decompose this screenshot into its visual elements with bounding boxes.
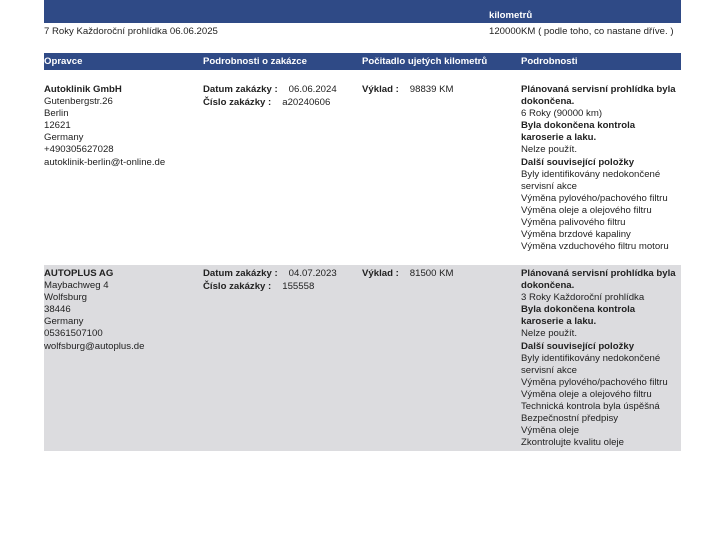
next-date-odometer-header-2: kilometrů xyxy=(489,10,533,21)
order-date-value: 04.07.2023 xyxy=(288,268,337,279)
detail-line: Byla dokončena kontrola xyxy=(521,120,636,132)
order-date-label: Datum zakázky : xyxy=(203,84,278,95)
order-details xyxy=(203,268,337,293)
garage-email: wolfsburg@autoplus.de xyxy=(44,340,145,352)
detail-line: servisní akce xyxy=(521,180,577,192)
garage-zip: 38446 xyxy=(44,304,71,316)
garage-city: Berlin xyxy=(44,108,69,120)
detail-line: 6 Roky (90000 km) xyxy=(521,108,603,120)
col-order-details-header: Podrobnosti o zakázce xyxy=(203,56,307,67)
detail-line: Byly identifikovány nedokončené xyxy=(521,352,661,364)
col-details-header: Podrobnosti xyxy=(521,56,578,67)
garage-country: Germany xyxy=(44,132,84,144)
detail-line: Výměna oleje a olejového filtru xyxy=(521,204,652,216)
detail-line: Byla dokončena kontrola xyxy=(521,304,636,316)
detail-line: Byly identifikovány nedokončené xyxy=(521,168,661,180)
detail-line: Bezpečnostní předpisy xyxy=(521,413,619,425)
service-info-value: 7 Roky Každoroční prohlídka 06.06.2025 xyxy=(44,26,218,37)
garage-city: Wolfsburg xyxy=(44,292,88,304)
detail-line: Výměna vzduchového filtru motoru xyxy=(521,241,669,253)
col-garage-header: Opravce xyxy=(44,56,83,67)
garage-info xyxy=(44,84,165,169)
table-header-bar xyxy=(44,53,681,70)
order-date-label: Datum zakázky : xyxy=(203,268,278,279)
order-date-value: 06.06.2024 xyxy=(288,84,337,95)
garage-email: autoklinik-berlin@t-online.de xyxy=(44,156,166,168)
detail-line: Výměna palivového filtru xyxy=(521,217,626,229)
detail-line: Plánovaná servisní prohlídka byla xyxy=(521,84,676,95)
detail-line: Nelze použít. xyxy=(521,328,577,340)
col-odometer-header: Počitadlo ujetých kilometrů xyxy=(362,56,488,67)
detail-line: Výměna pylového/pachového filtru xyxy=(521,376,668,388)
garage-street: Gutenbergstr.26 xyxy=(44,96,113,108)
garage-phone: 05361507100 xyxy=(44,328,103,340)
detail-line: Zkontrolujte kvalitu oleje xyxy=(521,437,624,449)
detail-line: Plánovaná servisní prohlídka byla xyxy=(521,268,676,279)
order-number-label: Číslo zakázky : xyxy=(203,96,272,108)
detail-line: servisní akce xyxy=(521,364,577,376)
garage-phone: +490305627028 xyxy=(44,144,114,156)
detail-line: karoserie a laku. xyxy=(521,316,597,328)
reading-value: 81500 KM xyxy=(409,268,454,279)
garage-street: Maybachweg 4 xyxy=(44,280,109,292)
detail-line: Další související položky xyxy=(521,340,635,352)
garage-info xyxy=(44,268,144,353)
top-header-bar xyxy=(44,0,681,23)
reading-value: 98839 KM xyxy=(409,84,454,95)
detail-line: Nelze použít. xyxy=(521,144,577,156)
detail-line: Výměna oleje a olejového filtru xyxy=(521,388,652,400)
reading-label: Výklad : xyxy=(362,268,399,279)
detail-line: dokončena. xyxy=(521,280,575,292)
order-number-value: a20240606 xyxy=(282,96,331,108)
detail-line: Výměna pylového/pachového filtru xyxy=(521,192,668,204)
detail-line: karoserie a laku. xyxy=(521,132,597,144)
garage-name: Autoklinik GmbH xyxy=(44,84,122,95)
detail-line: Výměna brzdové kapaliny xyxy=(521,229,631,241)
detail-line: Další související položky xyxy=(521,156,635,168)
odometer-info-value: 120000KM ( podle toho, co nastane dříve. ) xyxy=(489,26,674,37)
odometer-reading xyxy=(362,84,454,97)
odometer-reading xyxy=(362,268,454,281)
order-number-value: 155558 xyxy=(282,280,315,292)
detail-line: dokončena. xyxy=(521,96,575,108)
order-number-label: Číslo zakázky : xyxy=(203,280,272,292)
detail-line: Technická kontrola byla úspěšná xyxy=(521,401,660,413)
reading-label: Výklad : xyxy=(362,84,399,95)
service-details xyxy=(521,84,676,253)
garage-country: Germany xyxy=(44,316,84,328)
detail-line: 3 Roky Každoroční prohlídka xyxy=(521,292,645,304)
service-details xyxy=(521,268,676,449)
garage-name: AUTOPLUS AG xyxy=(44,268,114,279)
detail-line: Výměna oleje xyxy=(521,425,580,437)
order-details xyxy=(203,84,337,109)
garage-zip: 12621 xyxy=(44,120,71,132)
